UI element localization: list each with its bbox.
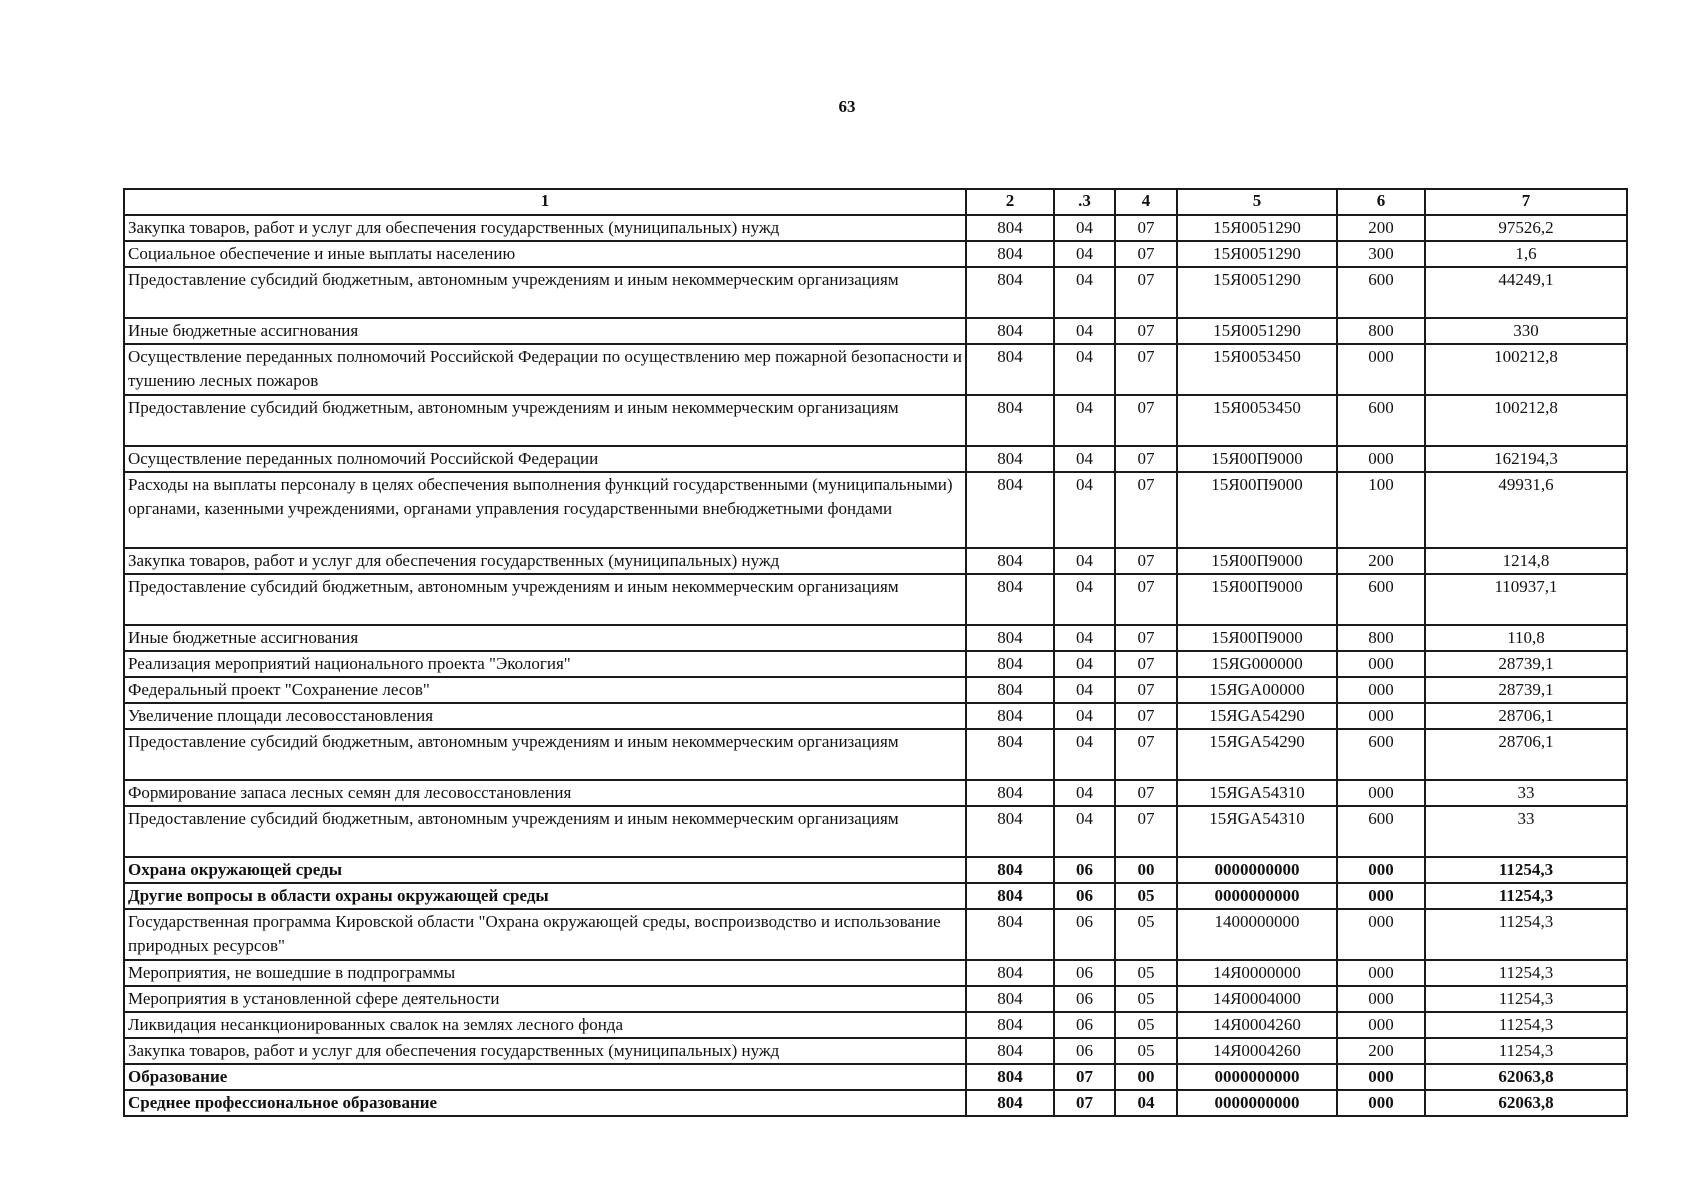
- row-col-4: 07: [1115, 806, 1177, 857]
- row-name: Иные бюджетные ассигнования: [124, 318, 966, 344]
- row-col-7: 11254,3: [1425, 1038, 1627, 1064]
- row-col-2: 804: [966, 472, 1054, 548]
- row-col-3: 04: [1054, 548, 1115, 574]
- row-col-2: 804: [966, 1064, 1054, 1090]
- header-col-4: 4: [1115, 189, 1177, 215]
- row-col-6: 600: [1337, 395, 1425, 446]
- row-name: Социальное обеспечение и иные выплаты населению: [124, 241, 966, 267]
- row-col-2: 804: [966, 909, 1054, 960]
- row-col-3: 04: [1054, 472, 1115, 548]
- table-row: [124, 703, 1627, 729]
- row-col-5: 0000000000: [1177, 1064, 1337, 1090]
- row-col-4: 07: [1115, 677, 1177, 703]
- budget-table: [123, 188, 1628, 1117]
- row-col-2: 804: [966, 1090, 1054, 1116]
- table-row: [124, 729, 1627, 780]
- page-number: 63: [838, 97, 856, 116]
- row-name: Мероприятия, не вошедшие в подпрограммы: [124, 960, 966, 986]
- row-col-7: 330: [1425, 318, 1627, 344]
- row-col-5: 15ЯGA00000: [1177, 677, 1337, 703]
- row-name: Закупка товаров, работ и услуг для обеспечения государственных (муниципальных) нужд: [124, 548, 966, 574]
- row-col-7: 97526,2: [1425, 215, 1627, 241]
- row-col-4: 07: [1115, 395, 1177, 446]
- row-col-6: 000: [1337, 883, 1425, 909]
- table-row: [124, 241, 1627, 267]
- row-col-5: 0000000000: [1177, 857, 1337, 883]
- table-row: [124, 806, 1627, 857]
- row-col-4: 07: [1115, 267, 1177, 318]
- row-col-4: 07: [1115, 472, 1177, 548]
- row-name: Закупка товаров, работ и услуг для обеспечения государственных (муниципальных) нужд: [124, 1038, 966, 1064]
- row-col-5: 14Я0004260: [1177, 1012, 1337, 1038]
- row-col-5: 14Я0000000: [1177, 960, 1337, 986]
- row-col-5: 15Я00П9000: [1177, 472, 1337, 548]
- table-row: [124, 883, 1627, 909]
- row-col-2: 804: [966, 446, 1054, 472]
- row-col-7: 11254,3: [1425, 960, 1627, 986]
- row-col-5: 14Я0004260: [1177, 1038, 1337, 1064]
- row-col-5: 15Я00П9000: [1177, 548, 1337, 574]
- row-col-4: 05: [1115, 883, 1177, 909]
- row-col-5: 1400000000: [1177, 909, 1337, 960]
- row-name: Увеличение площади лесовосстановления: [124, 703, 966, 729]
- row-col-4: 05: [1115, 1012, 1177, 1038]
- row-col-4: 07: [1115, 548, 1177, 574]
- row-col-6: 100: [1337, 472, 1425, 548]
- header-col-6: 6: [1337, 189, 1425, 215]
- table-row: [124, 909, 1627, 960]
- row-col-4: 07: [1115, 446, 1177, 472]
- row-col-5: 15Я0053450: [1177, 395, 1337, 446]
- row-col-3: 04: [1054, 318, 1115, 344]
- row-name: Ликвидация несанкционированных свалок на землях лесного фонда: [124, 1012, 966, 1038]
- row-col-7: 28739,1: [1425, 677, 1627, 703]
- row-col-2: 804: [966, 344, 1054, 395]
- header-row: [124, 189, 1627, 215]
- table-row: [124, 780, 1627, 806]
- row-col-5: 15Я0051290: [1177, 267, 1337, 318]
- row-col-3: 04: [1054, 729, 1115, 780]
- row-col-6: 200: [1337, 548, 1425, 574]
- row-col-3: 04: [1054, 780, 1115, 806]
- table-row: [124, 1012, 1627, 1038]
- row-col-6: 000: [1337, 780, 1425, 806]
- header-col-3: .3: [1054, 189, 1115, 215]
- row-name: Осуществление переданных полномочий Российской Федерации по осуществлению мер пожарной безопасности и тушению лесных пожаров: [124, 344, 966, 395]
- row-col-3: 04: [1054, 806, 1115, 857]
- row-col-6: 600: [1337, 729, 1425, 780]
- row-name: Предоставление субсидий бюджетным, автономным учреждениям и иным некоммерческим организациям: [124, 395, 966, 446]
- row-col-5: 15ЯGA54290: [1177, 703, 1337, 729]
- row-col-5: 14Я0004000: [1177, 986, 1337, 1012]
- row-col-2: 804: [966, 780, 1054, 806]
- row-col-3: 04: [1054, 625, 1115, 651]
- row-col-7: 33: [1425, 806, 1627, 857]
- row-col-3: 04: [1054, 344, 1115, 395]
- row-name: Государственная программа Кировской области "Охрана окружающей среды, воспроизводство и использование природных ресурсов": [124, 909, 966, 960]
- row-col-3: 04: [1054, 677, 1115, 703]
- row-col-4: 07: [1115, 651, 1177, 677]
- row-col-7: 49931,6: [1425, 472, 1627, 548]
- row-name: Предоставление субсидий бюджетным, автономным учреждениям и иным некоммерческим организациям: [124, 267, 966, 318]
- row-col-3: 06: [1054, 883, 1115, 909]
- row-name: Предоставление субсидий бюджетным, автономным учреждениям и иным некоммерческим организациям: [124, 806, 966, 857]
- row-col-7: 28739,1: [1425, 651, 1627, 677]
- row-col-5: 15Я00П9000: [1177, 446, 1337, 472]
- row-col-3: 06: [1054, 1012, 1115, 1038]
- row-col-5: 15Я0053450: [1177, 344, 1337, 395]
- row-col-7: 110937,1: [1425, 574, 1627, 625]
- row-name: Формирование запаса лесных семян для лесовосстановления: [124, 780, 966, 806]
- row-col-5: 0000000000: [1177, 883, 1337, 909]
- table-row: [124, 267, 1627, 318]
- table-row: [124, 625, 1627, 651]
- row-col-7: 44249,1: [1425, 267, 1627, 318]
- row-col-4: 07: [1115, 729, 1177, 780]
- row-col-7: 62063,8: [1425, 1064, 1627, 1090]
- table-row: [124, 677, 1627, 703]
- table-row: [124, 472, 1627, 548]
- row-col-3: 04: [1054, 651, 1115, 677]
- row-col-6: 600: [1337, 267, 1425, 318]
- table-row: [124, 446, 1627, 472]
- row-col-4: 07: [1115, 703, 1177, 729]
- row-col-7: 11254,3: [1425, 883, 1627, 909]
- row-col-2: 804: [966, 548, 1054, 574]
- table-row: [124, 1090, 1627, 1116]
- row-name: Предоставление субсидий бюджетным, автономным учреждениям и иным некоммерческим организациям: [124, 729, 966, 780]
- header-col-5: 5: [1177, 189, 1337, 215]
- row-col-2: 804: [966, 857, 1054, 883]
- row-col-7: 11254,3: [1425, 909, 1627, 960]
- row-col-7: 1214,8: [1425, 548, 1627, 574]
- table-row: [124, 857, 1627, 883]
- row-col-5: 15ЯG000000: [1177, 651, 1337, 677]
- row-col-6: 300: [1337, 241, 1425, 267]
- row-col-6: 000: [1337, 1012, 1425, 1038]
- row-col-3: 04: [1054, 395, 1115, 446]
- row-col-3: 06: [1054, 986, 1115, 1012]
- row-col-7: 11254,3: [1425, 1012, 1627, 1038]
- row-col-3: 04: [1054, 215, 1115, 241]
- row-name: Закупка товаров, работ и услуг для обеспечения государственных (муниципальных) нужд: [124, 215, 966, 241]
- row-col-2: 804: [966, 986, 1054, 1012]
- row-col-2: 804: [966, 1012, 1054, 1038]
- row-col-4: 00: [1115, 857, 1177, 883]
- row-col-3: 06: [1054, 1038, 1115, 1064]
- row-col-3: 04: [1054, 574, 1115, 625]
- row-col-3: 06: [1054, 960, 1115, 986]
- row-col-4: 04: [1115, 1090, 1177, 1116]
- row-col-4: 05: [1115, 1038, 1177, 1064]
- row-col-4: 00: [1115, 1064, 1177, 1090]
- row-col-6: 000: [1337, 677, 1425, 703]
- row-col-7: 100212,8: [1425, 395, 1627, 446]
- row-col-7: 162194,3: [1425, 446, 1627, 472]
- table-row: [124, 1038, 1627, 1064]
- row-col-3: 07: [1054, 1090, 1115, 1116]
- row-col-2: 804: [966, 729, 1054, 780]
- row-col-6: 000: [1337, 857, 1425, 883]
- row-col-5: 15Я00П9000: [1177, 574, 1337, 625]
- row-col-5: 0000000000: [1177, 1090, 1337, 1116]
- table-row: [124, 651, 1627, 677]
- row-name: Иные бюджетные ассигнования: [124, 625, 966, 651]
- row-col-7: 28706,1: [1425, 703, 1627, 729]
- row-col-7: 110,8: [1425, 625, 1627, 651]
- row-col-4: 07: [1115, 780, 1177, 806]
- table-row: [124, 574, 1627, 625]
- row-col-2: 804: [966, 960, 1054, 986]
- row-col-6: 000: [1337, 651, 1425, 677]
- row-col-7: 1,6: [1425, 241, 1627, 267]
- row-name: Среднее профессиональное образование: [124, 1090, 966, 1116]
- row-name: Мероприятия в установленной сфере деятельности: [124, 986, 966, 1012]
- row-col-4: 07: [1115, 574, 1177, 625]
- row-col-6: 000: [1337, 703, 1425, 729]
- row-name: Реализация мероприятий национального проекта "Экология": [124, 651, 966, 677]
- row-col-2: 804: [966, 651, 1054, 677]
- row-col-2: 804: [966, 215, 1054, 241]
- row-col-4: 05: [1115, 986, 1177, 1012]
- row-col-2: 804: [966, 241, 1054, 267]
- row-col-2: 804: [966, 318, 1054, 344]
- row-col-6: 600: [1337, 806, 1425, 857]
- table-row: [124, 215, 1627, 241]
- row-col-7: 100212,8: [1425, 344, 1627, 395]
- row-col-6: 800: [1337, 318, 1425, 344]
- table-body: [124, 215, 1627, 1116]
- row-col-6: 000: [1337, 960, 1425, 986]
- row-name: Образование: [124, 1064, 966, 1090]
- header-col-2: 2: [966, 189, 1054, 215]
- row-col-4: 05: [1115, 909, 1177, 960]
- row-col-2: 804: [966, 267, 1054, 318]
- row-col-6: 600: [1337, 574, 1425, 625]
- row-col-2: 804: [966, 625, 1054, 651]
- row-col-6: 200: [1337, 215, 1425, 241]
- table-row: [124, 986, 1627, 1012]
- row-col-2: 804: [966, 574, 1054, 625]
- row-col-2: 804: [966, 677, 1054, 703]
- row-col-3: 04: [1054, 241, 1115, 267]
- row-col-2: 804: [966, 703, 1054, 729]
- table-row: [124, 318, 1627, 344]
- row-col-3: 06: [1054, 857, 1115, 883]
- row-col-5: 15Я00П9000: [1177, 625, 1337, 651]
- row-col-6: 000: [1337, 986, 1425, 1012]
- row-name: Осуществление переданных полномочий Российской Федерации: [124, 446, 966, 472]
- row-name: Федеральный проект "Сохранение лесов": [124, 677, 966, 703]
- row-col-2: 804: [966, 1038, 1054, 1064]
- row-col-7: 11254,3: [1425, 986, 1627, 1012]
- row-col-7: 11254,3: [1425, 857, 1627, 883]
- table-row: [124, 1064, 1627, 1090]
- row-col-6: 800: [1337, 625, 1425, 651]
- row-col-6: 000: [1337, 1064, 1425, 1090]
- table-row: [124, 960, 1627, 986]
- table-row: [124, 344, 1627, 395]
- header-col-1: 1: [124, 189, 966, 215]
- row-col-5: 15ЯGA54290: [1177, 729, 1337, 780]
- row-col-3: 04: [1054, 446, 1115, 472]
- row-col-7: 62063,8: [1425, 1090, 1627, 1116]
- row-col-6: 000: [1337, 1090, 1425, 1116]
- row-name: Предоставление субсидий бюджетным, автономным учреждениям и иным некоммерческим организациям: [124, 574, 966, 625]
- row-col-5: 15ЯGA54310: [1177, 806, 1337, 857]
- row-col-2: 804: [966, 806, 1054, 857]
- row-col-4: 07: [1115, 241, 1177, 267]
- row-col-7: 28706,1: [1425, 729, 1627, 780]
- row-col-4: 07: [1115, 215, 1177, 241]
- header-col-7: 7: [1425, 189, 1627, 215]
- row-col-4: 05: [1115, 960, 1177, 986]
- row-col-4: 07: [1115, 318, 1177, 344]
- table-row: [124, 548, 1627, 574]
- row-col-5: 15Я0051290: [1177, 241, 1337, 267]
- row-col-4: 07: [1115, 344, 1177, 395]
- row-name: Охрана окружающей среды: [124, 857, 966, 883]
- table-row: [124, 395, 1627, 446]
- row-col-4: 07: [1115, 625, 1177, 651]
- row-col-6: 000: [1337, 344, 1425, 395]
- row-col-6: 200: [1337, 1038, 1425, 1064]
- row-col-2: 804: [966, 883, 1054, 909]
- row-col-3: 04: [1054, 267, 1115, 318]
- row-col-5: 15Я0051290: [1177, 215, 1337, 241]
- row-col-3: 07: [1054, 1064, 1115, 1090]
- row-col-3: 06: [1054, 909, 1115, 960]
- row-col-6: 000: [1337, 909, 1425, 960]
- row-col-6: 000: [1337, 446, 1425, 472]
- row-col-2: 804: [966, 395, 1054, 446]
- row-col-7: 33: [1425, 780, 1627, 806]
- row-col-3: 04: [1054, 703, 1115, 729]
- row-col-5: 15ЯGA54310: [1177, 780, 1337, 806]
- row-name: Расходы на выплаты персоналу в целях обеспечения выполнения функций государственными (муниципальными) органами, казенными учреждениями, органами управления государственными внебюджетными фондами: [124, 472, 966, 548]
- row-name: Другие вопросы в области охраны окружающей среды: [124, 883, 966, 909]
- row-col-5: 15Я0051290: [1177, 318, 1337, 344]
